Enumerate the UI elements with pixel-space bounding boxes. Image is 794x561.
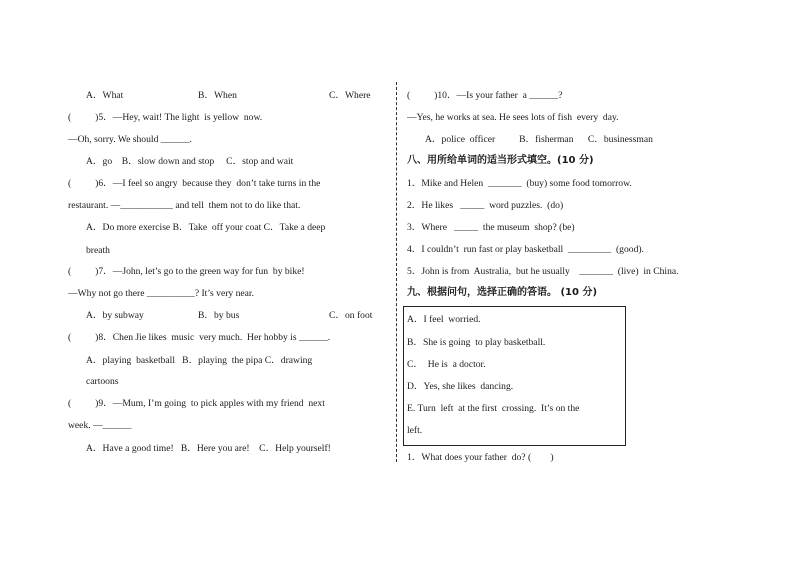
q5-reply: —Oh, sorry. We should ______. [68, 134, 192, 145]
q7-option-b: B．by bus [198, 310, 240, 321]
q6-stem-continued: restaurant. —___________ and tell them not to do like that. [68, 200, 301, 211]
q7-stem: ( )7．—John, let’s go to the green way for fun by bike! [68, 266, 305, 277]
q5-stem: ( )5．—Hey, wait! The light is yellow now. [68, 112, 263, 123]
answer-option-a: A．I feel worried. [407, 314, 481, 325]
q7-reply: —Why not go there __________? It’s very near. [68, 288, 254, 299]
q4-option-b: B．When [198, 90, 237, 101]
answer-option-d: D．Yes, she likes dancing. [407, 381, 514, 392]
q6-options-continued: breath [86, 245, 110, 256]
answer-option-e-continued: left. [407, 425, 423, 436]
q8-options: A．playing basketball B．playing the pipa C．drawing [86, 355, 313, 366]
section-8-item-1: 1．Mike and Helen _______ (buy) some food tomorrow. [407, 178, 632, 189]
q7-option-c: C．on foot [329, 310, 373, 321]
section-8-item-2: 2．He likes _____ word puzzles. (do) [407, 200, 564, 211]
answer-option-c: C． He is a doctor. [407, 359, 486, 370]
section-8-item-4: 4．I couldn’t run fast or play basketball _________ (good). [407, 244, 644, 255]
q6-stem: ( )6．—I feel so angry because they don’t take turns in the [68, 178, 321, 189]
q9-stem: ( )9．—Mum, I’m going to pick apples with my friend next [68, 398, 325, 409]
section-9-heading: 九、根据问句，选择正确的答语。 (10 分) [407, 287, 598, 298]
q8-options-continued: cartoons [86, 376, 119, 387]
answer-option-e: E. Turn left at the first crossing. It’s on the [407, 403, 580, 414]
q9-options: A．Have a good time! B．Here you are! C．Help yourself! [86, 443, 331, 454]
q4-option-c: C．Where [329, 90, 371, 101]
answer-option-b: B．She is going to play basketball. [407, 337, 546, 348]
section-8-item-5: 5．John is from Australia, but he usually _______ (live) in China. [407, 266, 679, 277]
section-9-question-1: 1．What does your father do? ( ) [407, 452, 554, 463]
q6-options: A．Do more exercise B．Take off your coat C．Take a deep [86, 222, 326, 233]
q10-options: A．police officer B．fisherman C．businessman [425, 134, 653, 145]
answer-options-box [403, 306, 626, 446]
q4-option-a: A．What [86, 90, 124, 101]
q5-options: A．go B．slow down and stop C．stop and wait [86, 156, 294, 167]
section-8-item-3: 3．Where _____ the museum shop? (be) [407, 222, 575, 233]
q8-stem: ( )8．Chen Jie likes music very much. Her hobby is ______. [68, 332, 331, 343]
q10-stem: ( )10．—Is your father a ______? [407, 90, 563, 101]
q9-stem-continued: week. —______ [68, 420, 132, 431]
q10-reply: —Yes, he works at sea. He sees lots of fish every day. [407, 112, 619, 123]
q7-option-a: A．by subway [86, 310, 144, 321]
column-divider [396, 82, 397, 462]
section-8-heading: 八、用所给单词的适当形式填空。(10 分) [407, 155, 594, 166]
